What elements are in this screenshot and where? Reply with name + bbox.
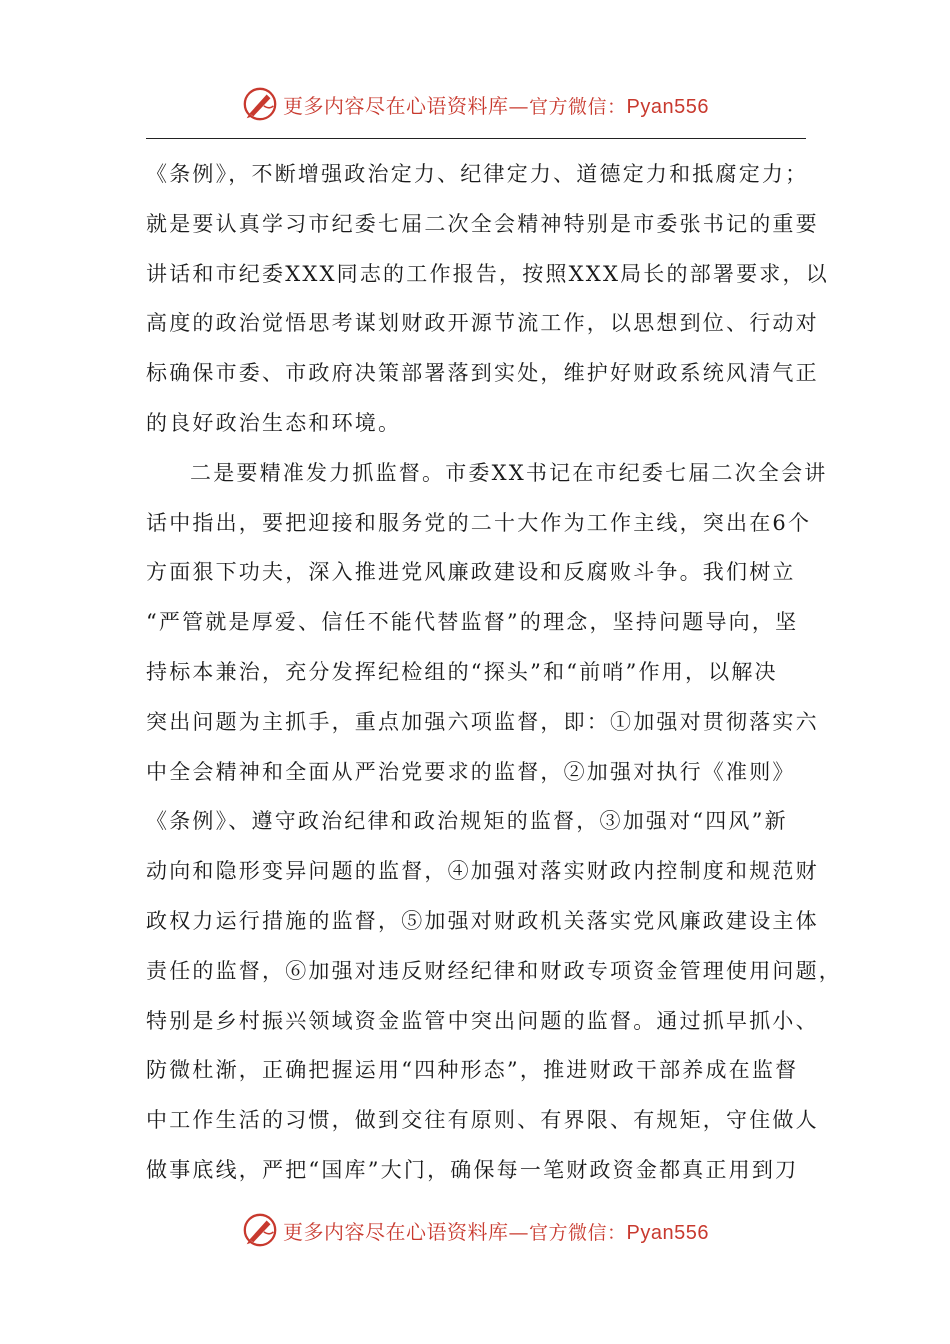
header-divider — [146, 138, 806, 139]
text-line: 中全会精神和全面从严治党要求的监督，②加强对执行《准则》 — [146, 759, 796, 784]
banner-wechat-label: 官方微信： — [529, 95, 627, 118]
text-line: 责任的监督，⑥加强对违反财经纪律和财政专项资金管理使用问题， — [146, 958, 842, 983]
banner-wechat-label: 官方微信： — [529, 1221, 627, 1244]
text-line: 高度的政治觉悟思考谋划财政开源节流工作，以思想到位、行动对 — [146, 311, 819, 336]
pen-logo-icon — [241, 1211, 279, 1249]
banner-wechat-id: Pyan556 — [626, 95, 709, 118]
text-line: 的良好政治生态和环境。 — [146, 410, 402, 435]
text-line: 中工作生活的习惯，做到交往有原则、有界限、有规矩，守住做人 — [146, 1108, 819, 1133]
banner-dash: — — [508, 93, 529, 118]
text-line: 讲话和市纪委XXX同志的工作报告，按照XXX局长的部署要求，以 — [146, 261, 829, 286]
text-line: 话中指出，要把迎接和服务党的二十大作为工作主线，突出在6个 — [146, 510, 812, 535]
text-line: 标确保市委、市政府决策部署落到实处，维护好财政系统风清气正 — [146, 361, 819, 386]
paragraph-start-line: 二是要精准发力抓监督。市委XX书记在市纪委七届二次全会讲 — [190, 460, 828, 485]
text-line: “严管就是厚爱、信任不能代替监督”的理念，坚持问题导向，坚 — [146, 610, 799, 635]
banner-main-text: 更多内容尽在心语资料库 — [283, 93, 509, 118]
banner-dash: — — [508, 1219, 529, 1244]
text-line: 做事底线，严把“国库”大门，确保每一笔财政资金都真正用到刀 — [146, 1157, 799, 1182]
text-line: 防微杜渐，正确把握运用“四种形态”，推进财政干部养成在监督 — [146, 1058, 799, 1083]
text-line: 政权力运行措施的监督，⑤加强对财政机关落实党风廉政建设主体 — [146, 908, 819, 933]
banner-text — [283, 90, 709, 119]
text-line: 突出问题为主抓手，重点加强六项监督，即：①加强对贯彻落实六 — [146, 709, 819, 734]
text-line: 《条例》、遵守政治纪律和政治规矩的监督，③加强对“四风”新 — [146, 809, 788, 834]
text-line: 就是要认真学习市纪委七届二次全会精神特别是市委张书记的重要 — [146, 211, 819, 236]
banner-main-text: 更多内容尽在心语资料库 — [283, 1219, 509, 1244]
footer-banner — [0, 1208, 950, 1252]
header-banner — [0, 82, 950, 126]
banner-wechat-id: Pyan556 — [626, 1221, 709, 1244]
text-line: 持标本兼治，充分发挥纪检组的“探头”和“前哨”作用，以解决 — [146, 659, 778, 684]
text-line: 特别是乡村振兴领域资金监管中突出问题的监督。通过抓早抓小、 — [146, 1008, 819, 1033]
banner-text — [283, 1216, 709, 1245]
text-line: 动向和隐形变异问题的监督，④加强对落实财政内控制度和规范财 — [146, 859, 819, 884]
pen-logo-icon — [241, 85, 279, 123]
document-body — [146, 150, 842, 1196]
text-line: 方面狠下功夫，深入推进党风廉政建设和反腐败斗争。我们树立 — [146, 560, 796, 585]
text-line: 《条例》，不断增强政治定力、纪律定力、道德定力和抵腐定力； — [146, 162, 809, 186]
